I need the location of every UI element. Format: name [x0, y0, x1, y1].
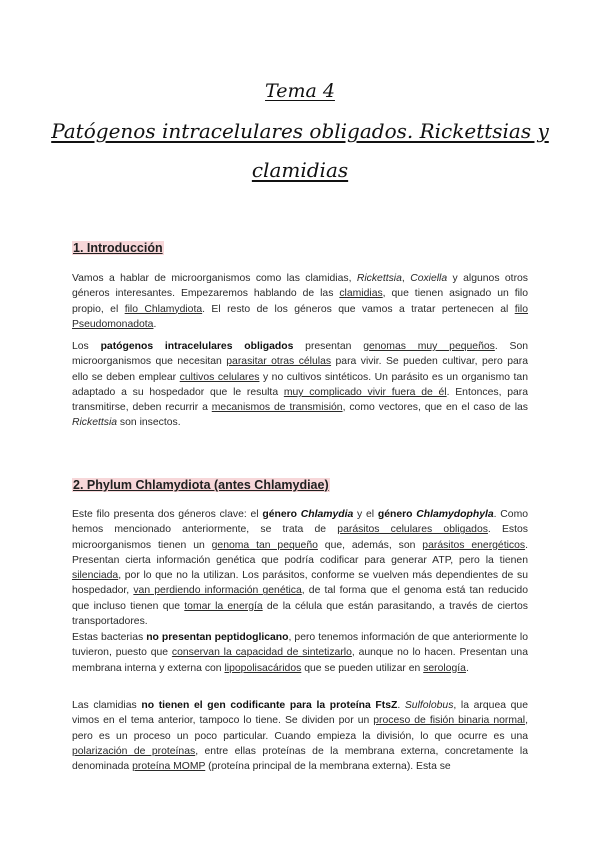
italic-term: Rickettsia	[356, 273, 402, 284]
text-run: , la arquea que vimos en el tema anterior, tampoco lo tiene. Se dividen por un	[72, 700, 528, 727]
text-run: .	[397, 700, 405, 711]
text-run: Los	[72, 341, 101, 352]
underlined-term: parasitar otras células	[226, 356, 332, 368]
italic-term: Sulfolobus	[404, 700, 454, 711]
bold-term: género	[262, 509, 301, 520]
topic-number: Tema 4	[265, 80, 335, 102]
document-title-continued: clamidias	[251, 158, 349, 182]
text-run: . Estos microorganismos tienen un	[72, 524, 528, 551]
text-run: , aunque no lo hacen. Presentan una membrana interna y externa con	[72, 647, 528, 674]
underlined-term: mecanismos de transmisión	[211, 402, 343, 414]
italic-term: Coxiella	[410, 273, 448, 284]
bold-term: género	[377, 509, 417, 520]
text-run: y no cultivos sintéticos. Un parásito es un organismo tan adaptado a su hospedador que le resulta	[72, 371, 528, 398]
text-run: Las clamidias	[72, 700, 142, 711]
underlined-term: clamidias	[339, 288, 383, 300]
paragraph	[72, 339, 528, 431]
text-run: para vivir. Se pueden cultivar, pero para ello se deben emplear	[72, 356, 528, 383]
text-run: .	[465, 662, 469, 674]
text-run: Estas bacterias	[72, 632, 147, 643]
text-run: y el	[353, 509, 378, 520]
section-heading-chlamydiota: 2. Phylum Chlamydiota (antes Chlamydiae)	[73, 478, 329, 492]
underlined-term: parásitos celulares obligados	[337, 524, 488, 536]
text-run: ,	[401, 273, 411, 284]
underlined-term: tomar la energía	[184, 600, 263, 612]
text-run: . El resto de los géneros que vamos a tratar pertenecen al	[202, 303, 515, 315]
bold-term: patógenos intracelulares obligados	[100, 341, 294, 352]
text-run: , como vectores, que en el caso de las	[342, 402, 529, 414]
bold-italic-term: Chlamydia	[300, 509, 354, 520]
section-heading-introduccion: 1. Introducción	[73, 241, 163, 255]
bold-italic-term: Chlamydophyla	[416, 509, 494, 520]
text-run: Vamos a hablar de microorganismos como las clamidias,	[72, 273, 357, 284]
bold-term: no presentan peptidoglicano	[146, 632, 289, 643]
text-run: que se pueden utilizar en	[301, 662, 424, 674]
underlined-term: conservan la capacidad de sintetizarlo	[171, 647, 352, 659]
text-run: (proteína principal de la membrana externa). Esta se	[205, 761, 451, 773]
underlined-term: serología	[423, 662, 466, 674]
text-run: , entre ellas proteínas de la membrana externa, concretamente la denominada	[72, 745, 529, 773]
text-run: . Presentan cierta información genética que podría codificar para generar ATP, pero la tienen	[72, 539, 528, 566]
text-run: , pero es un proceso un poco particular. Cuando empieza la división, lo que ocurre es una	[72, 715, 528, 742]
underlined-term: genomas muy pequeños	[363, 341, 495, 352]
underlined-term: parásitos energéticos	[422, 539, 526, 551]
text-run: , que tienen asignado un filo propio, el	[72, 288, 528, 315]
document-title: Patógenos intracelulares obligados. Rickettsias y	[51, 119, 549, 143]
text-run: Este filo presenta dos géneros clave: el	[72, 509, 263, 520]
underlined-term: filo Pseudomonadota	[72, 303, 529, 330]
underlined-term: muy complicado vivir fuera de él	[283, 386, 447, 398]
paragraph	[72, 271, 528, 332]
text-run: y algunos otros géneros interesantes. Empezaremos hablando de las	[72, 273, 529, 300]
underlined-term: cultivos celulares	[179, 371, 260, 383]
text-run: son insectos.	[117, 417, 181, 429]
underlined-term: proceso de fisión binaria normal	[373, 715, 526, 727]
bold-term: no tienen el gen codificante para la proteína FtsZ	[141, 700, 398, 711]
underlined-term: silenciada	[72, 570, 119, 582]
text-run: que, además, son	[317, 539, 423, 551]
paragraph	[72, 507, 528, 629]
text-run: . Entonces, para transmitirse, deben recurrir a	[72, 386, 529, 414]
italic-term: Rickettsia	[72, 417, 118, 429]
underlined-term: filo Chlamydiota	[124, 303, 203, 315]
text-run: , por lo que no la utilizan. Los parásitos, conforme se vuelven más dependientes de su hospedador,	[72, 570, 528, 597]
underlined-term: genoma tan pequeño	[211, 539, 318, 551]
text-run: . Como hemos mencionado anteriormente, se trata de	[72, 509, 529, 536]
text-run: . Son microorganismos que necesitan	[72, 341, 529, 368]
text-run: , pero tenemos información de que anteriormente lo tuvieron, puesto que	[72, 632, 529, 659]
paragraph	[72, 630, 528, 676]
underlined-term: van perdiendo información genética	[133, 585, 302, 597]
text-run: .	[153, 318, 157, 330]
underlined-term: polarización de proteínas	[72, 745, 196, 757]
text-run: de la célula que están parasitando, a través de ciertos transportadores.	[72, 600, 529, 628]
underlined-term: lipopolisacáridos	[224, 662, 302, 674]
text-run: , de tal forma que el genoma está tan reducido que incluso tienen que	[72, 585, 528, 612]
text-run: presentan	[293, 341, 364, 352]
paragraph	[72, 698, 528, 774]
underlined-term: proteína MOMP	[132, 761, 206, 773]
